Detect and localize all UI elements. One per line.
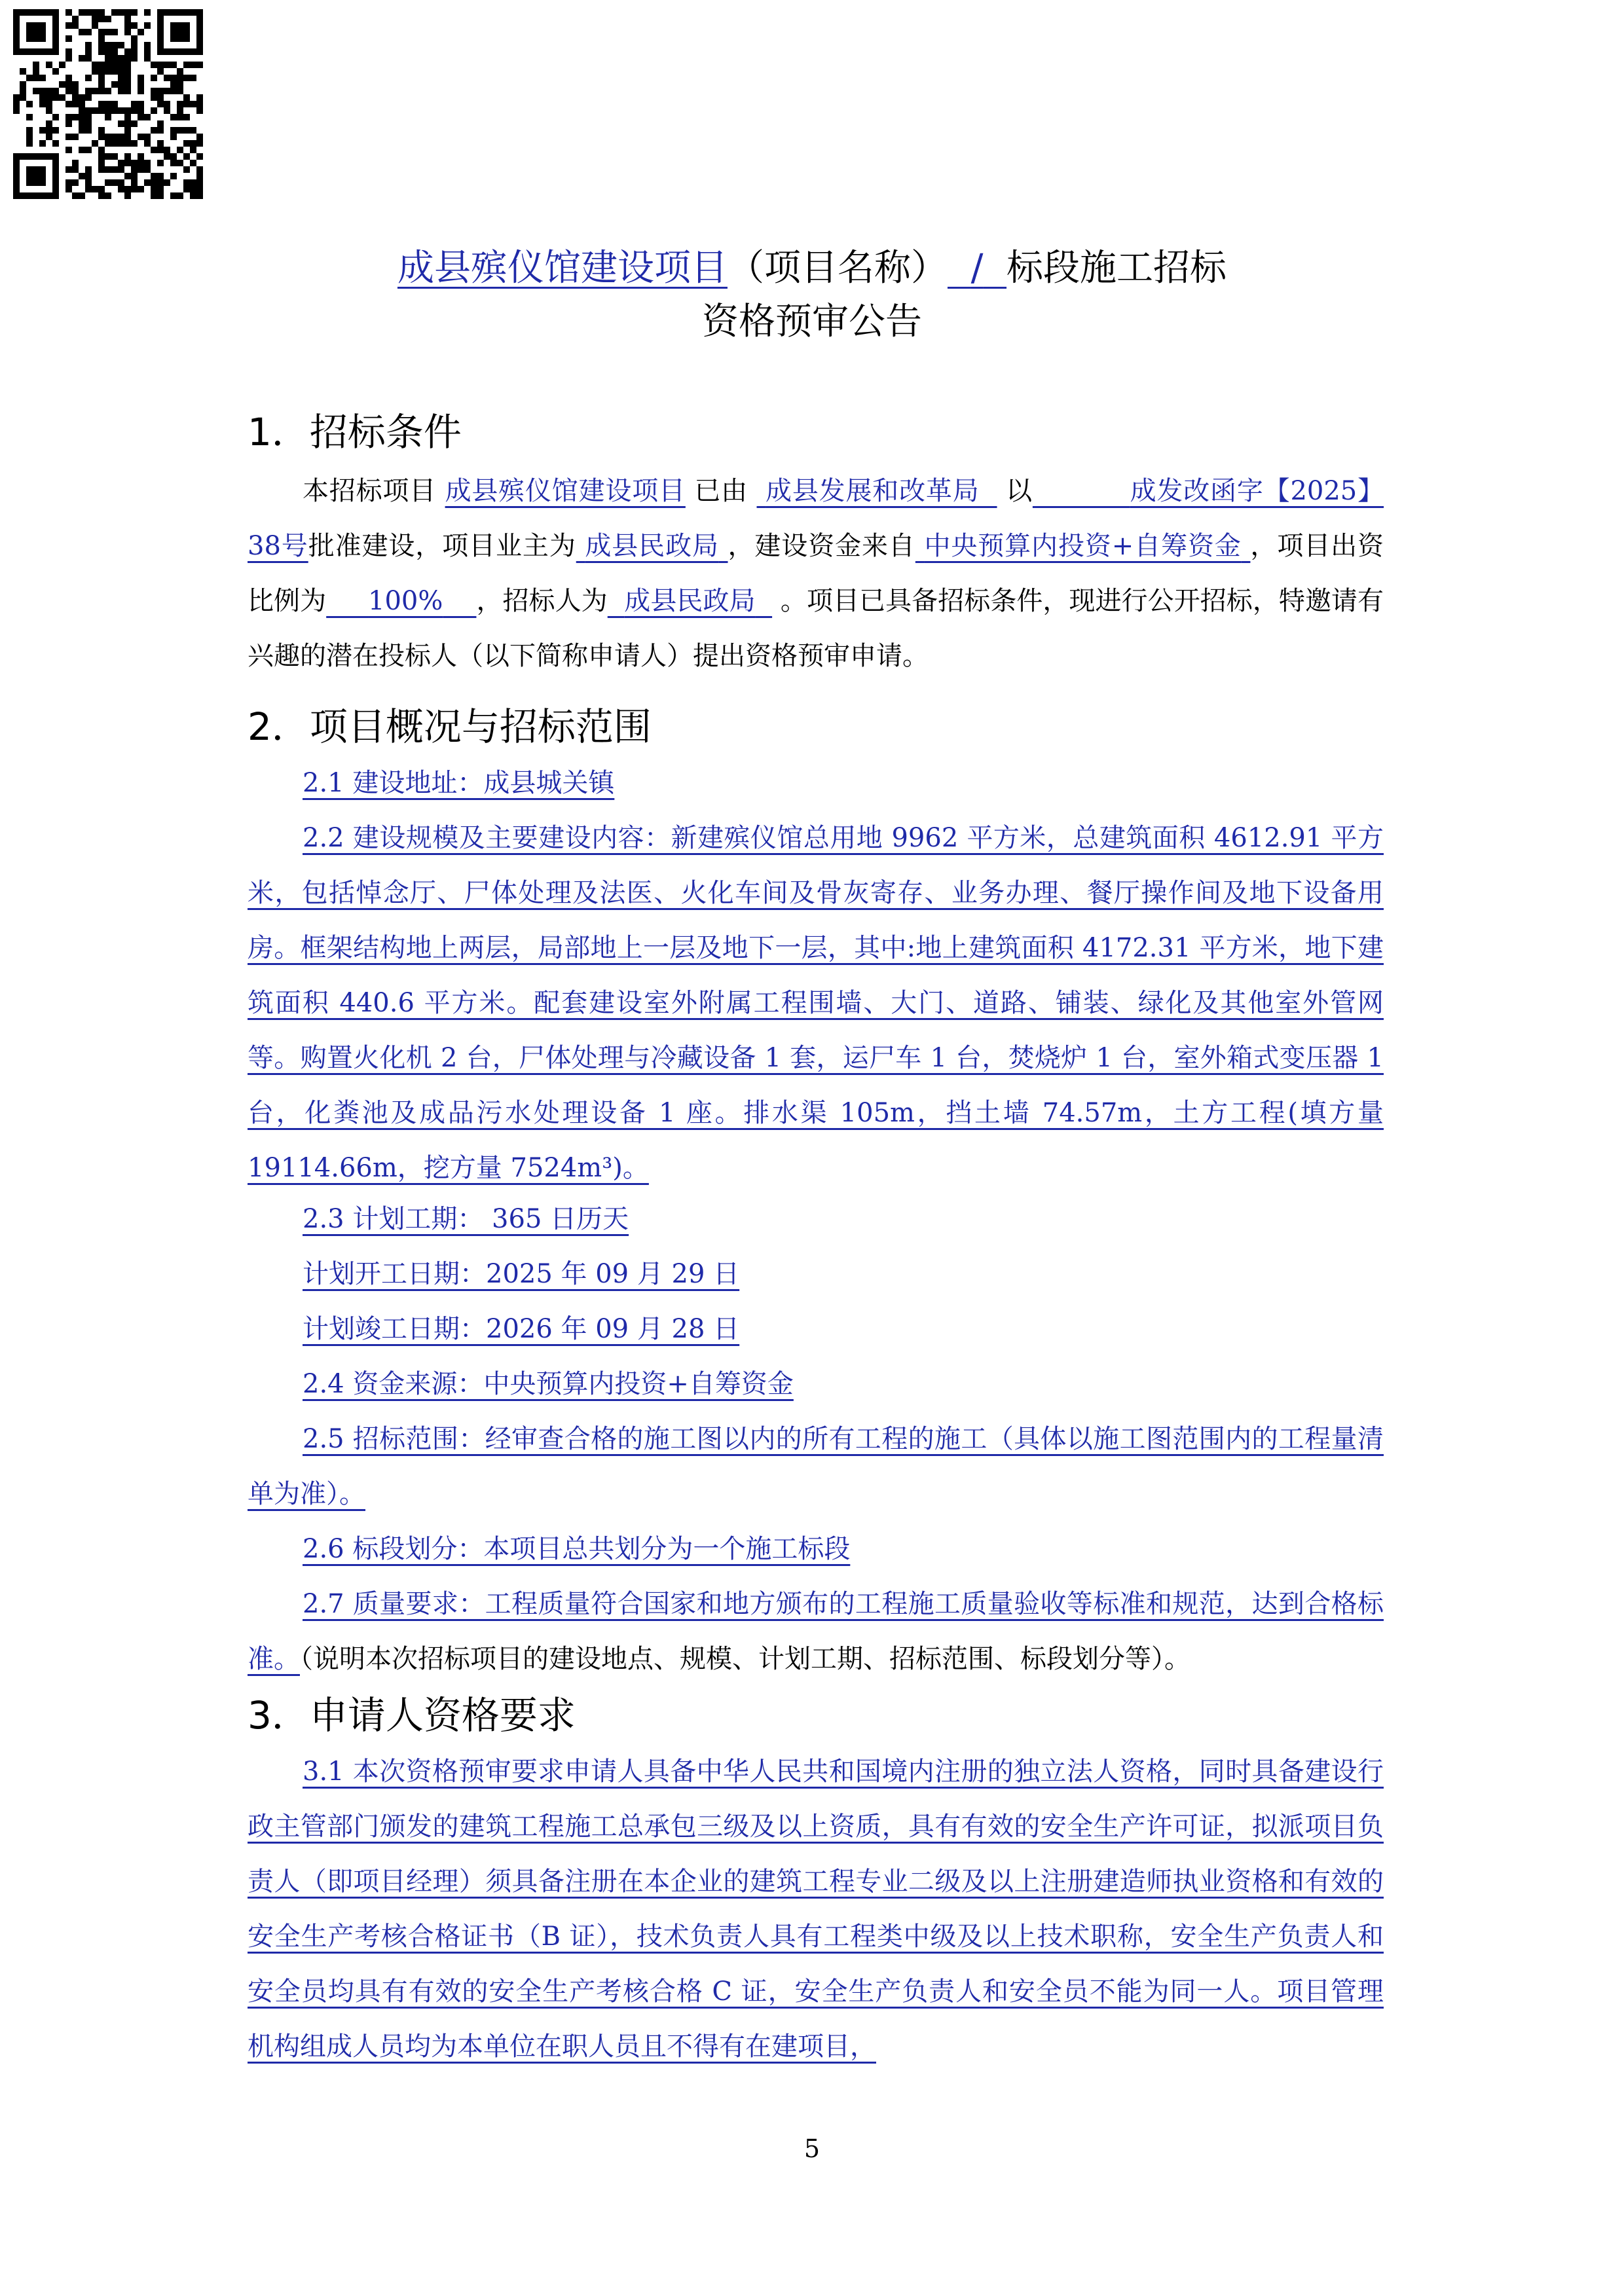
item-2-4: 2.4 资金来源：中央预算内投资+自筹资金 (303, 1369, 794, 1399)
page-number: 5 (803, 2134, 821, 2163)
title-project-name: 成县殡仪馆建设项目 (397, 247, 728, 289)
section-2-heading: 2．项目概况与招标范围 (248, 704, 652, 749)
item-2-7: 2.7 质量要求：工程质量符合国家和地方颁布的工程施工质量验收等标准和规范，达到合格标准。（说明本次招标项目的建设地点、规模、计划工期、招标范围、标段划分等）。 (248, 1589, 1384, 1674)
item-end-date: 计划竣工日期：2026 年 09 月 28 日 (303, 1314, 740, 1344)
section-3-heading: 3．申请人资格要求 (248, 1693, 576, 1738)
section-1-heading: 1．招标条件 (248, 410, 462, 454)
title-section: / (970, 247, 984, 289)
title-suffix: 标段施工招标 (1006, 247, 1227, 289)
item-2-2: 2.2 建设规模及主要建设内容：新建殡仪馆总用地 9962 平方米，总建筑面积 4612.91 平方米，包括悼念厅、尸体处理及法医、火化车间及骨灰寄存、业务办理、餐厅操作间及地下设备用房。框架结构地上两层，局部地上一层及地下一层，其中:地上建筑面积 4172.31 平方米，地下建筑面积 440.6 平方米。配套建设室外附属工程围墙、大门、道路、铺装、绿化及其他室外管网等。购置火化机 2 台，尸体处理与冷藏设备 1 套，运尸车 1 台，焚烧炉 1 台，室外箱式变压器 1 台，化粪池及成品污水处理设备 1 座。排水渠 105m，挡土墙 74.57m，土方工程(填方量 19114.66m，挖方量 7524m³)。 (248, 823, 1384, 1183)
item-3-1: 3.1 本次资格预审要求申请人具备中华人民共和国境内注册的独立法人资格，同时具备建设行政主管部门颁发的建筑工程施工总承包三级及以上资质，具有有效的安全生产许可证，拟派项目负责人（即项目经理）须具备注册在本企业的建筑工程专业二级及以上注册建造师执业资格和有效的安全生产考核合格证书（B 证），技术负责人具有工程类中级及以上技术职称，安全生产负责人和安全员均具有有效的安全生产考核合格 C 证，安全生产负责人和安全员不能为同一人。项目管理机构组成人员均为本单位在职人员且不得有在建项目， (248, 1757, 1384, 2062)
page-subtitle: 资格预审公告 (702, 301, 922, 343)
item-2-1: 2.1 建设地址：成县城关镇 (303, 768, 615, 798)
section-1-paragraph: 本招标项目 成县殡仪馆建设项目 已由 成县发展和改革局 以 成发改函字【2025】38号批准建设，项目业主为 成县民政局 ，建设资金来自 中央预算内投资+自筹资金 ，项目出资比例为 100% ，招标人为 成县民政局 。项目已具备招标条件，现进行公开招标，特邀请有兴趣的潜在投标人（以下简称申请人）提出资格预审申请。 (248, 476, 1384, 671)
item-start-date: 计划开工日期：2025 年 09 月 29 日 (303, 1259, 740, 1289)
page-title (0, 242, 1624, 295)
item-2-5: 2.5 招标范围：经审查合格的施工图以内的所有工程的施工（具体以施工图范围内的工程量清单为准）。 (248, 1424, 1384, 1509)
title-mid: （项目名称） (727, 247, 948, 289)
qr-code-icon (13, 9, 203, 199)
item-2-3: 2.3 计划工期： 365 日历天 (303, 1204, 629, 1234)
item-2-6: 2.6 标段划分：本项目总共划分为一个施工标段 (303, 1534, 851, 1564)
